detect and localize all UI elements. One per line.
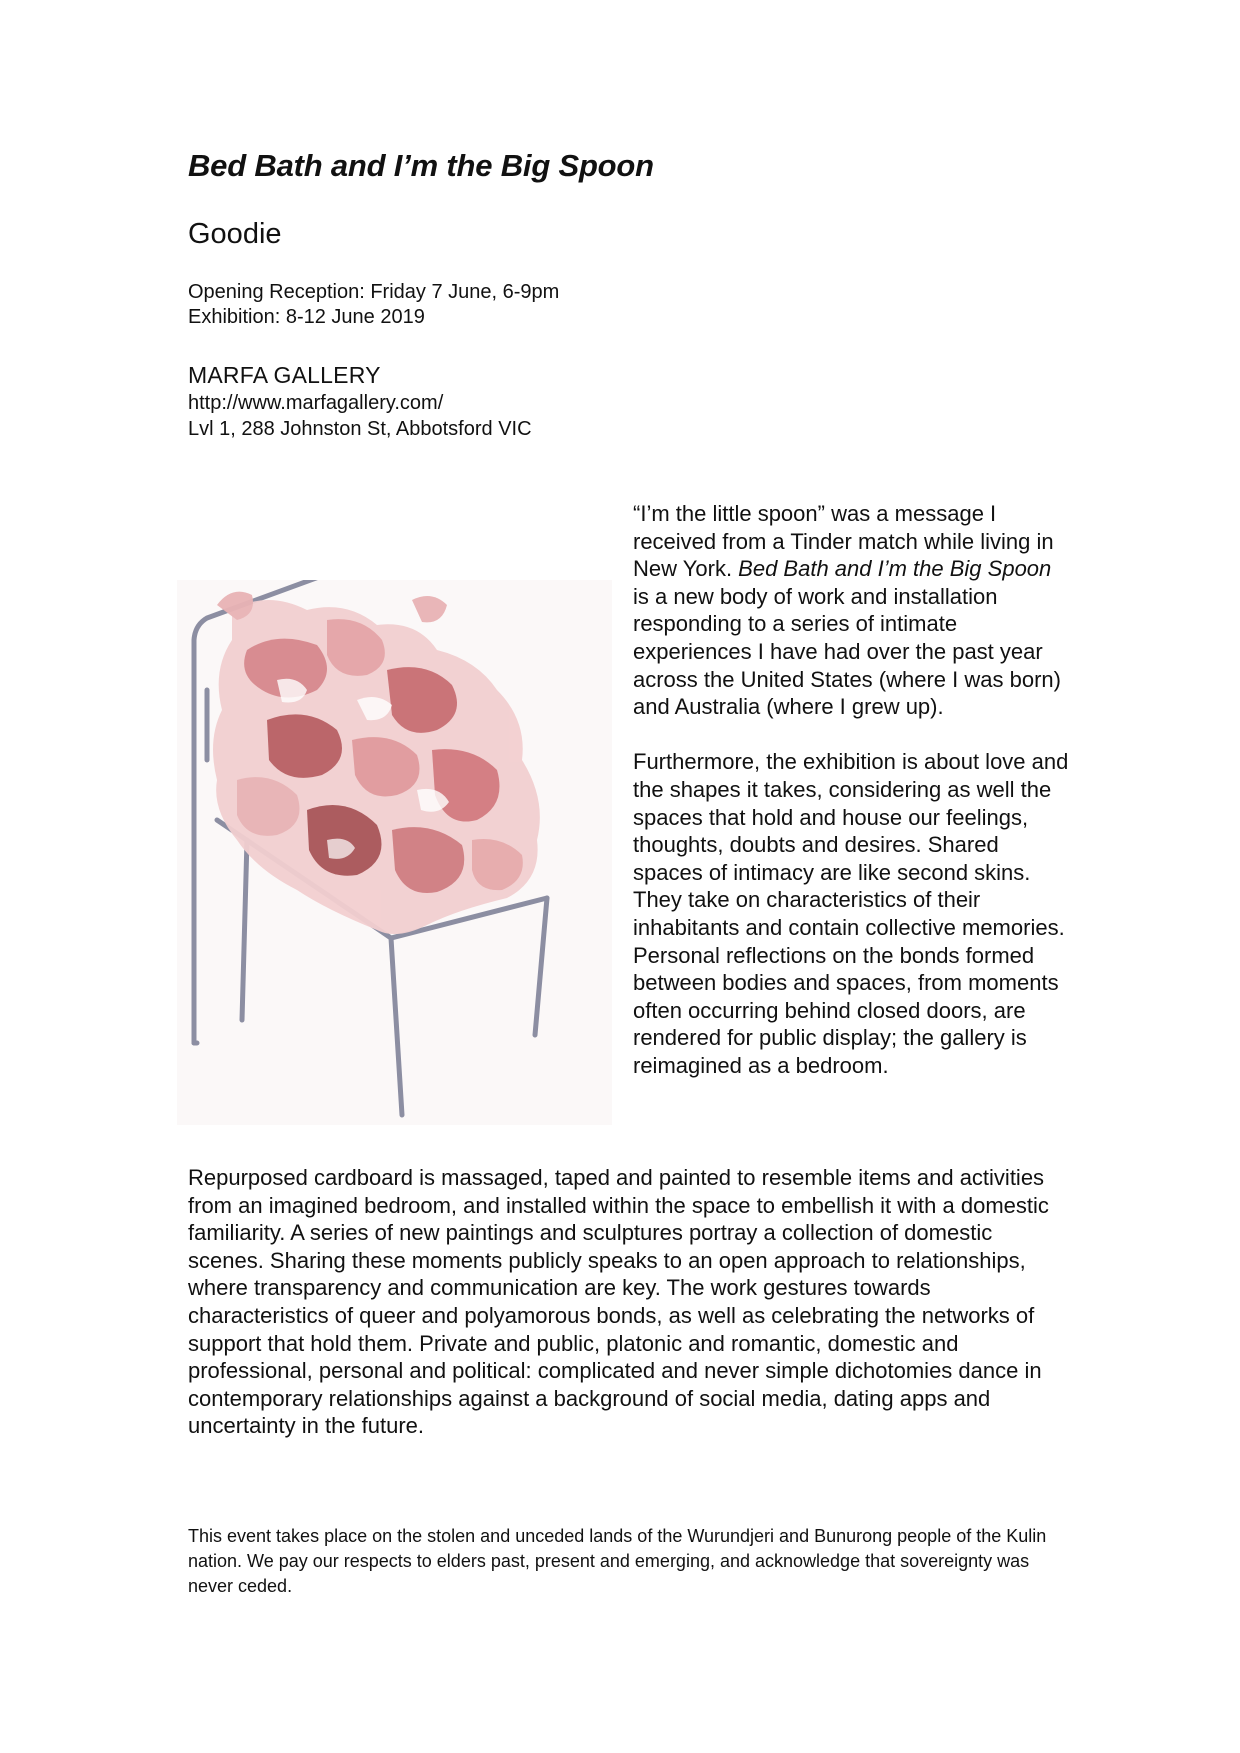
gallery-details: [188, 390, 532, 442]
chair-leg-right: [535, 898, 547, 1035]
intro-paragraph: [633, 500, 1073, 721]
opening-reception: Opening Reception: Friday 7 June, 6-9pm: [188, 281, 560, 303]
intro-text-part2: is a new body of work and installation responding to a series of intimate experiences I have had over the past year across the United States (where I was born) and Australia (where I grew up).: [633, 583, 1061, 720]
chair-leg-front: [391, 938, 402, 1115]
intro-text-part1: “I’m the little spoon” was a message I received from a Tinder match while living in New York.: [633, 501, 1054, 582]
event-dates: [188, 280, 559, 330]
exhibition-dates: Exhibition: 8-12 June 2019: [188, 306, 425, 328]
chair-leg-back: [242, 840, 247, 1020]
cardboard-paragraph: Repurposed cardboard is massaged, taped and painted to resemble items and activities from an imagined bedroom, and installed within the space to embellish it with a domestic familiarity. A series of new paintings and sculptures portray a collection of domestic scenes. Sharing these moments publicly speaks to an open approach to relationships, where transparency and communication are key. The work gestures towards characteristics of queer and polyamorous bonds, as well as celebrating the networks of support that hold them. Private and public, platonic and romantic, domestic and professional, personal and political: complicated and never simple dichotomies dance in contemporary relationships against a background of social media, dating apps and uncertainty in the future.: [188, 1165, 1049, 1439]
love-paragraph: Furthermore, the exhibition is about love and the shapes it takes, considering as well the spaces that hold and house our feelings, thoughts, doubts and desires. Shared spaces of intimacy are like second skins. They take on characteristics of their inhabitants and contain collective memories. Personal reflections on the bonds formed between bodies and spaces, from moments often occurring behind closed doors, are rendered for public display; the gallery is reimagined as a bedroom.: [633, 749, 1069, 1078]
gallery-url[interactable]: http://www.marfagallery.com/: [188, 392, 444, 414]
gallery-address: Lvl 1, 288 Johnston St, Abbotsford VIC: [188, 418, 532, 440]
gallery-name: MARFA GALLERY: [188, 362, 381, 388]
chair-painting-illustration: [177, 580, 612, 1125]
exhibition-title: Bed Bath and I’m the Big Spoon: [188, 148, 654, 183]
acknowledgement-of-country: This event takes place on the stolen and unceded lands of the Wurundjeri and Bunurong people of the Kulin nation. We pay our respects to elders past, present and emerging, and acknowledge that sovereignty was never ceded.: [188, 1526, 1047, 1596]
intro-title-italic: Bed Bath and I’m the Big Spoon: [738, 556, 1052, 582]
artist-name: Goodie: [188, 218, 282, 250]
artwork-image: [177, 580, 612, 1125]
intro-column: [633, 500, 1073, 1107]
painted-figures: [213, 592, 540, 934]
